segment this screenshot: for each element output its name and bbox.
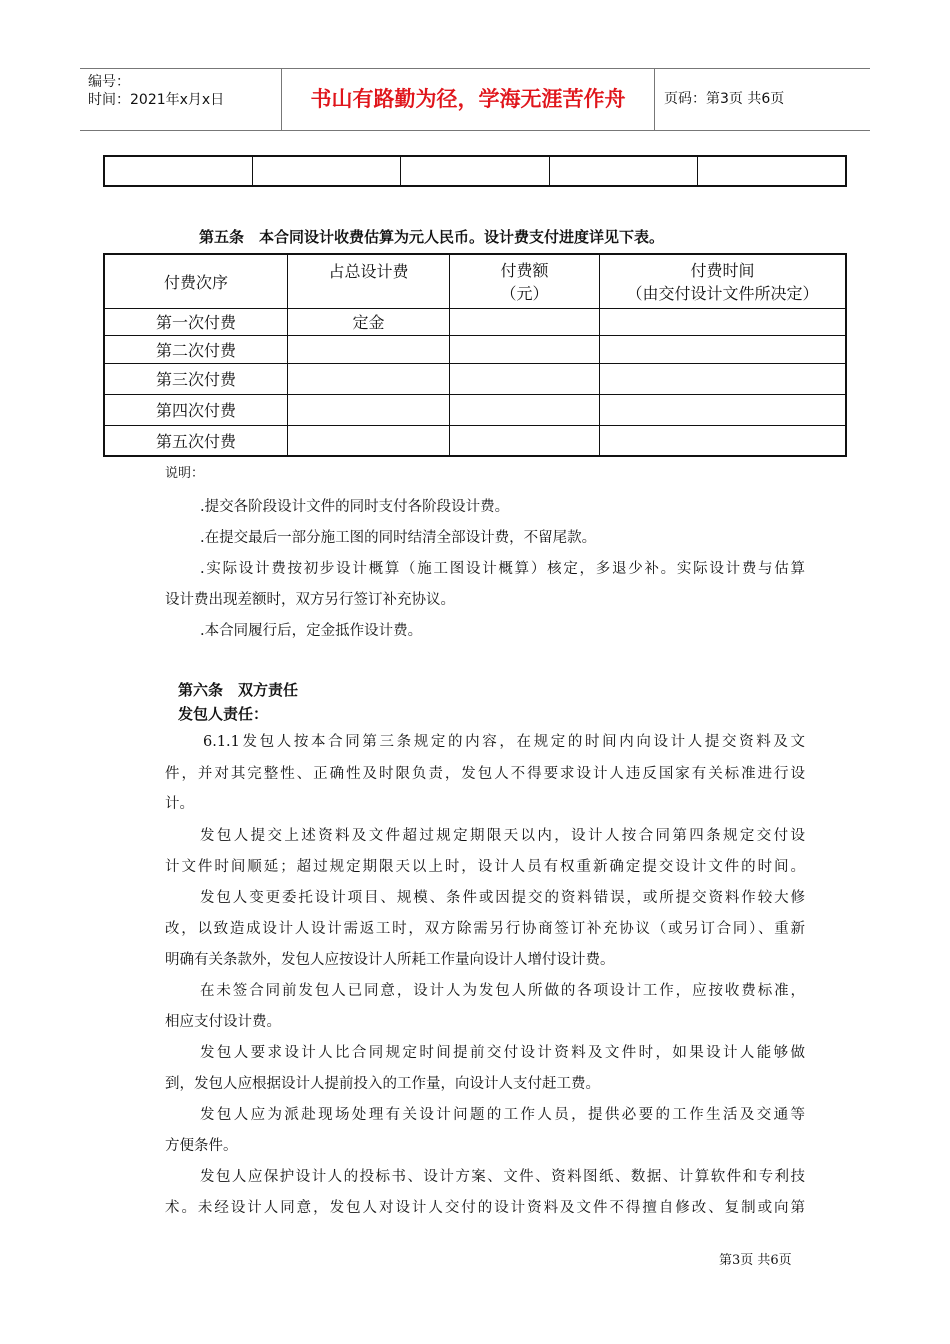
paragraph-line: 发包人要求设计人比合同规定时间提前交付设计资料及文件时，如果设计人能够做	[200, 1045, 805, 1061]
doc-time-label: 时间：2021年x月x日	[88, 92, 225, 108]
table-cell	[450, 425, 600, 456]
paragraph-line: 在未签合同前发包人已同意，设计人为发包人所做的各项设计工作，应按收费标准，	[200, 983, 805, 999]
table-cell	[600, 308, 847, 335]
payment-table	[103, 253, 847, 457]
table-cell: 第五次付费	[104, 425, 288, 456]
table-cell: 定金	[288, 308, 450, 335]
table-row	[104, 363, 846, 394]
paragraph-line: 6.1.1发包人按本合同第三条规定的内容，在规定的时间内向设计人提交资料及文	[203, 734, 805, 750]
paragraph-line: 件，并对其完整性、正确性及时限负责，发包人不得要求设计人违反国家有关标准进行设	[165, 766, 805, 782]
amount-unit: （元）	[500, 284, 549, 304]
footer-page-info: 第3页 共6页	[719, 1253, 792, 1268]
doc-number-label: 编号：	[88, 74, 130, 90]
table-cell: 第一次付费	[104, 308, 288, 335]
time-note: （由交付设计文件所决定）	[626, 284, 819, 304]
header-cell-amount	[450, 254, 600, 308]
empty-cell	[401, 157, 549, 185]
table-cell	[288, 335, 450, 363]
paragraph-line: 发包人提交上述资料及文件超过规定期限天以内，设计人按合同第四条规定交付设	[200, 828, 805, 844]
note-item: .在提交最后一部分施工图的同时结清全部设计费，不留尾款。	[200, 530, 597, 546]
article5-title: 第五条 本合同设计收费估算为元人民币。设计费支付进度详见下表。	[199, 228, 665, 246]
paragraph-line: 发包人应保护设计人的投标书、设计方案、文件、资料图纸、数据、计算软件和专利技	[200, 1169, 805, 1185]
header-cell-order: 付费次序	[104, 254, 288, 308]
note-item: 设计费出现差额时，双方另行签订补充协议。	[165, 592, 455, 608]
paragraph-line: 计。	[165, 796, 194, 812]
table-cell	[288, 425, 450, 456]
paragraph-line: 方便条件。	[165, 1138, 238, 1154]
header-divider	[654, 69, 655, 130]
table-row	[104, 308, 846, 335]
paragraph-line: 改，以致造成设计人设计需返工时，双方除需另行协商签订补充协议（或另订合同）、重新	[165, 921, 805, 937]
paragraph-line: 术。未经设计人同意，发包人对设计人交付的设计资料及文件不得擅自修改、复制或向第	[165, 1200, 805, 1216]
table-cell	[450, 308, 600, 335]
table-cell	[288, 363, 450, 394]
header-motto: 书山有路勤为径，学海无涯苦作舟	[310, 87, 626, 111]
notes-label: 说明：	[165, 466, 205, 481]
table-row	[104, 394, 846, 425]
amount-label: 付费额	[500, 261, 549, 281]
table-row	[104, 425, 846, 456]
time-label: 付费时间	[690, 261, 755, 281]
table-cell	[600, 363, 847, 394]
table-header-row	[104, 254, 846, 308]
empty-cell	[105, 157, 253, 185]
paragraph-line: 发包人变更委托设计项目、规模、条件或因提交的资料错误，或所提交资料作较大修	[200, 890, 805, 906]
page-header	[80, 68, 870, 131]
table-cell	[450, 394, 600, 425]
empty-cell	[550, 157, 698, 185]
table-cell	[288, 394, 450, 425]
article6-subtitle: 发包人责任：	[178, 705, 269, 723]
empty-cell	[698, 157, 845, 185]
header-cell-share: 占总设计费	[288, 254, 450, 308]
article6-title: 第六条 双方责任	[178, 681, 299, 699]
table-cell: 第三次付费	[104, 363, 288, 394]
paragraph-line: 发包人应为派赴现场处理有关设计问题的工作人员，提供必要的工作生活及交通等	[200, 1107, 805, 1123]
table-row	[104, 335, 846, 363]
table-cell: 第二次付费	[104, 335, 288, 363]
table-cell	[600, 335, 847, 363]
table-cell: 第四次付费	[104, 394, 288, 425]
header-page-info: 页码：第3页 共6页	[664, 91, 785, 107]
empty-cell	[253, 157, 401, 185]
table-cell	[450, 335, 600, 363]
note-item: .提交各阶段设计文件的同时支付各阶段设计费。	[200, 499, 510, 515]
paragraph-line: 到，发包人应根据设计人提前投入的工作量，向设计人支付赶工费。	[165, 1076, 600, 1092]
table-cell	[450, 363, 600, 394]
table-cell	[600, 425, 847, 456]
table-cell	[600, 394, 847, 425]
header-cell-time	[600, 254, 847, 308]
paragraph-line: 明确有关条款外，发包人应按设计人所耗工作量向设计人增付设计费。	[165, 952, 615, 968]
paragraph-line: 计文件时间顺延；超过规定期限天以上时，设计人员有权重新确定提交设计文件的时间。	[165, 859, 805, 875]
header-meta	[88, 73, 224, 109]
note-item: .本合同履行后，定金抵作设计费。	[200, 623, 423, 639]
empty-table-row	[103, 155, 847, 187]
note-item: .实际设计费按初步设计概算（施工图设计概算）核定，多退少补。实际设计费与估算	[200, 561, 805, 577]
paragraph-line: 相应支付设计费。	[165, 1014, 281, 1030]
